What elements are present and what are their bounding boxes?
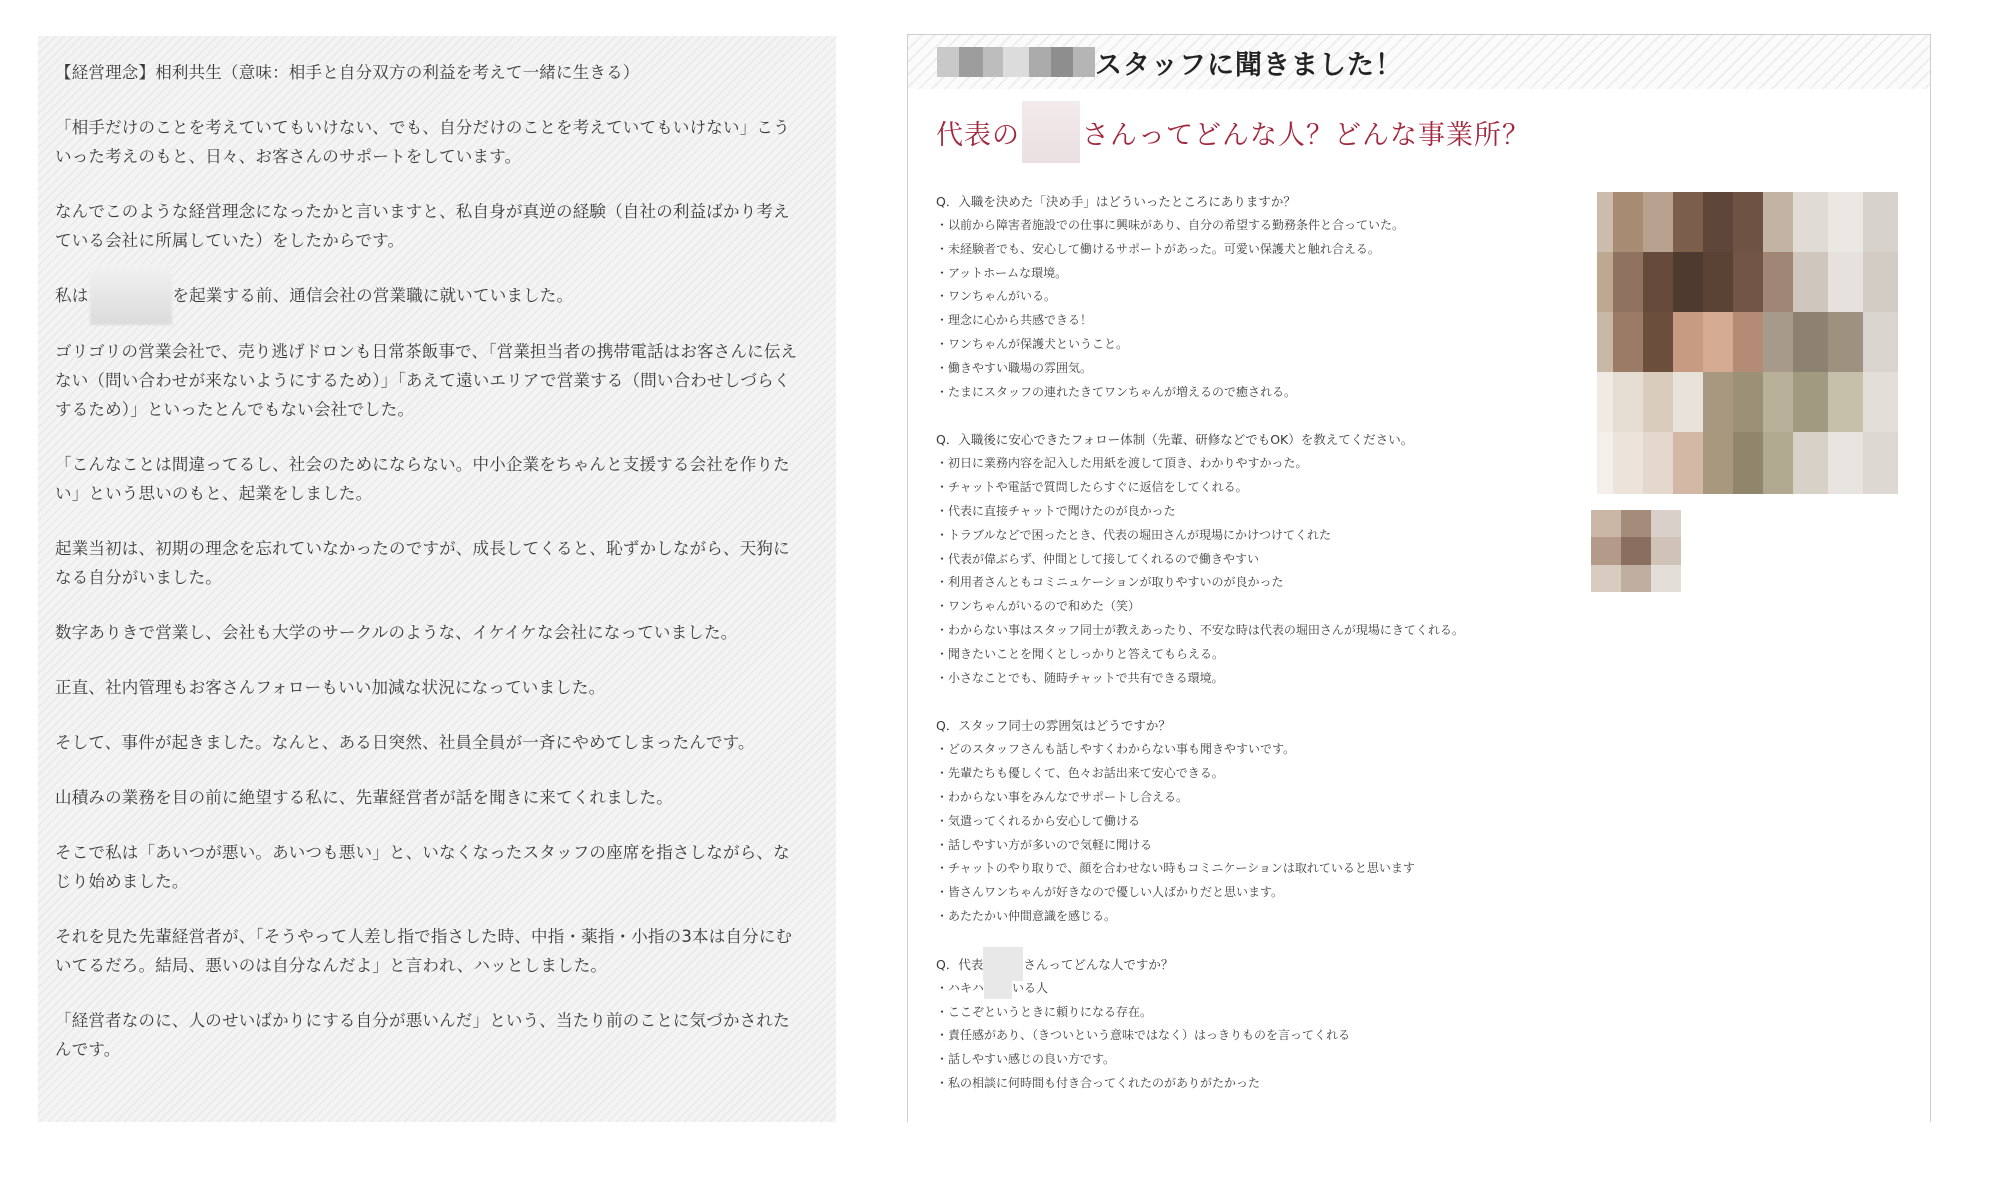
qa-block-follow-up-support xyxy=(936,428,1536,690)
redacted-office-name xyxy=(937,47,1095,77)
answer: ・皆さんワンちゃんが好きなので優しい人ばかりだと思います。 xyxy=(936,885,1284,900)
philosophy-paragraph: 「相手だけのことを考えていてもいけない、でも、自分だけのことを考えていてもいけない」こういった考えのもと、日々、お客さんのサポートをしています。 xyxy=(55,118,790,166)
qa-block-staff-atmosphere xyxy=(936,714,1536,928)
philosophy-heading: 【経営理念】相利共生（意味：相手と自分双方の利益を考えて一緒に生きる） xyxy=(55,63,640,82)
answer-prefix: ・ハキハ xyxy=(936,980,985,995)
story-paragraph: そこで私は「あいつが悪い。あいつも悪い」と、いなくなったスタッフの座席を指さしながら、なじり始めました。 xyxy=(55,842,790,891)
answer xyxy=(936,977,1536,1001)
answer: ・アットホームな環境。 xyxy=(936,265,1068,280)
story-paragraph: 「経営者なのに、人のせいばかりにする自分が悪いんだ」という、当たり前のことに気づかされたんです。 xyxy=(55,1010,790,1059)
answer: ・たまにスタッフの連れたきてワンちゃんが増えるので癒される。 xyxy=(936,384,1297,399)
answer: ・話しやすい感じの良い方です。 xyxy=(936,1052,1116,1067)
answer: ・未経験者でも、安心して働けるサポートがあった。可愛い保護犬と触れ合える。 xyxy=(936,241,1380,256)
philosophy-panel xyxy=(38,36,836,1122)
answer: ・先輩たちも優しくて、色々お話出来て安心できる。 xyxy=(936,766,1224,781)
interview-title-banner xyxy=(908,35,1930,89)
question xyxy=(936,953,1536,977)
story-paragraph: 「こんなことは間違ってるし、社会のためにならない。中小企業をちゃんと支援する会社を作りたい」という思いのもと、起業をしました。 xyxy=(55,454,790,503)
answer: ・以前から障害者施設での仕事に興味があり、自分の希望する勤務条件と合っていた。 xyxy=(936,218,1405,232)
question: Q．入職を決めた「決め手」はどういったところにありますか？ xyxy=(936,194,1296,209)
redacted-text xyxy=(984,977,1012,999)
story-paragraph: 正直、社内管理もお客さんフォローもいい加減な状況になっていました。 xyxy=(55,677,606,697)
answer: ・ここぞというときに頼りになる存在。 xyxy=(936,1004,1153,1019)
answer: ・チャットや電話で質問したらすぐに返信をしてくれる。 xyxy=(936,480,1248,495)
answer: ・利用者さんともコミニュケーションが取りやすいのが良かった xyxy=(936,575,1284,590)
qa-block-deciding-factor xyxy=(936,190,1536,404)
answer: ・働きやすい職場の雰囲気。 xyxy=(936,360,1093,375)
story-paragraph: ゴリゴリの営業会社で、売り逃げドロンも日常茶飯事で、「営業担当者の携帯電話はお客さんに伝えない（問い合わせが来ないようにするため）」「あえて遠いエリアで営業する（問い合わせしづらくするため）」といったとんでもない会社でした。 xyxy=(55,341,798,419)
story-paragraph: 山積みの業務を目の前に絶望する私に、先輩経営者が話を聞きに来てくれました。 xyxy=(55,787,673,807)
question: Q．入職後に安心できたフォロー体制（先輩、研修などでもOK）を教えてください。 xyxy=(936,432,1414,448)
founder-prefix: 私は xyxy=(55,286,89,305)
answer: ・小さなことでも、随時チャットで共有できる環境。 xyxy=(936,670,1224,685)
answer: ・代表が偉ぶらず、仲間として接してくれるので働きやすい xyxy=(936,551,1260,566)
question-suffix: さんってどんな人ですか？ xyxy=(1023,956,1174,972)
answer: ・トラブルなどで困ったとき、代表の堀田さんが現場にかけつけてくれた xyxy=(936,527,1332,542)
staff-thumbnail-pixelated xyxy=(1591,510,1681,592)
answer: ・わからない事はスタッフ同士が教えあったり、不安な時は代表の堀田さんが現場にきてくれる。 xyxy=(936,622,1464,637)
qa-block-representative xyxy=(936,953,1536,1096)
qa-list xyxy=(936,190,1536,1120)
answer: ・ワンちゃんがいるので和めた（笑） xyxy=(936,599,1141,614)
story-paragraph: 数字ありきで営業し、会社も大学のサークルのような、イケイケな会社になっていました。 xyxy=(55,622,738,642)
philosophy-paragraph: なんでこのような経営理念になったかと言いますと、私自身が真逆の経験（自社の利益ばかり考えている会社に所属していた）をしたからです。 xyxy=(55,202,790,250)
question-prefix: Q．代表 xyxy=(936,956,984,972)
founder-paragraph xyxy=(55,281,800,311)
answer: ・責任感があり、（きついという意味ではなく）はっきりものを言ってくれる xyxy=(936,1028,1351,1043)
question: Q．スタッフ同士の雰囲気はどうですか？ xyxy=(936,718,1171,734)
answer: ・あたたかい仲間意識を感じる。 xyxy=(936,908,1117,923)
answer: ・初日に業務内容を記入した用紙を渡して頂き、わかりやすかった。 xyxy=(936,456,1308,471)
interview-subheading xyxy=(936,101,1530,163)
story-paragraph: 起業当初は、初期の理念を忘れていなかったのですが、成長してくると、恥ずかしながら、天狗になる自分がいました。 xyxy=(55,538,790,587)
interview-title: スタッフに聞きました！ xyxy=(1095,49,1403,81)
answer-suffix: いる人 xyxy=(1012,980,1049,995)
answer: ・ワンちゃんが保護犬ということ。 xyxy=(936,336,1129,351)
staff-photo-pixelated xyxy=(1583,192,1898,494)
mosaic-photo xyxy=(1583,192,1898,494)
subheading-suffix: さんってどんな人？どんな事業所？ xyxy=(1082,119,1530,151)
answer: ・ワンちゃんがいる。 xyxy=(936,289,1057,304)
answer: ・話しやすい方が多いので気軽に聞ける xyxy=(936,837,1153,852)
answer: ・代表に直接チャットで聞けたのが良かった xyxy=(936,503,1176,518)
answer: ・私の相談に何時間も付き合ってくれたのがありがたかった xyxy=(936,1075,1261,1090)
answer: ・気遣ってくれるから安心して働ける xyxy=(936,813,1141,828)
answer: ・どのスタッフさんも話しやすくわからない事も聞きやすいです。 xyxy=(936,742,1296,757)
subheading-prefix: 代表の xyxy=(936,119,1020,151)
staff-interview-panel xyxy=(907,34,1931,1122)
founder-suffix: を起業する前、通信会社の営業職に就いていました。 xyxy=(172,286,574,305)
mosaic-thumbnail xyxy=(1591,510,1681,592)
answer: ・理念に心から共感できる！ xyxy=(936,313,1093,328)
answer: ・聞きたいことを聞くとしっかりと答えてもらえる。 xyxy=(936,646,1225,661)
story-paragraph: それを見た先輩経営者が、「そうやって人差し指で指さした時、中指・薬指・小指の3本は自分にむいてるだろ。結局、悪いのは自分なんだよ」と言われ、ハッとしました。 xyxy=(55,926,793,975)
answer: ・わからない事をみんなでサポートし合える。 xyxy=(936,789,1189,804)
redacted-representative-name xyxy=(1022,101,1080,163)
story-paragraph: そして、事件が起きました。なんと、ある日突然、社員全員が一斉にやめてしまったんです。 xyxy=(55,732,755,752)
redacted-company-name xyxy=(90,265,172,325)
answer: ・チャットのやり取りで、顔を合わせない時もコミニケーションは取れていると思います xyxy=(936,861,1415,876)
